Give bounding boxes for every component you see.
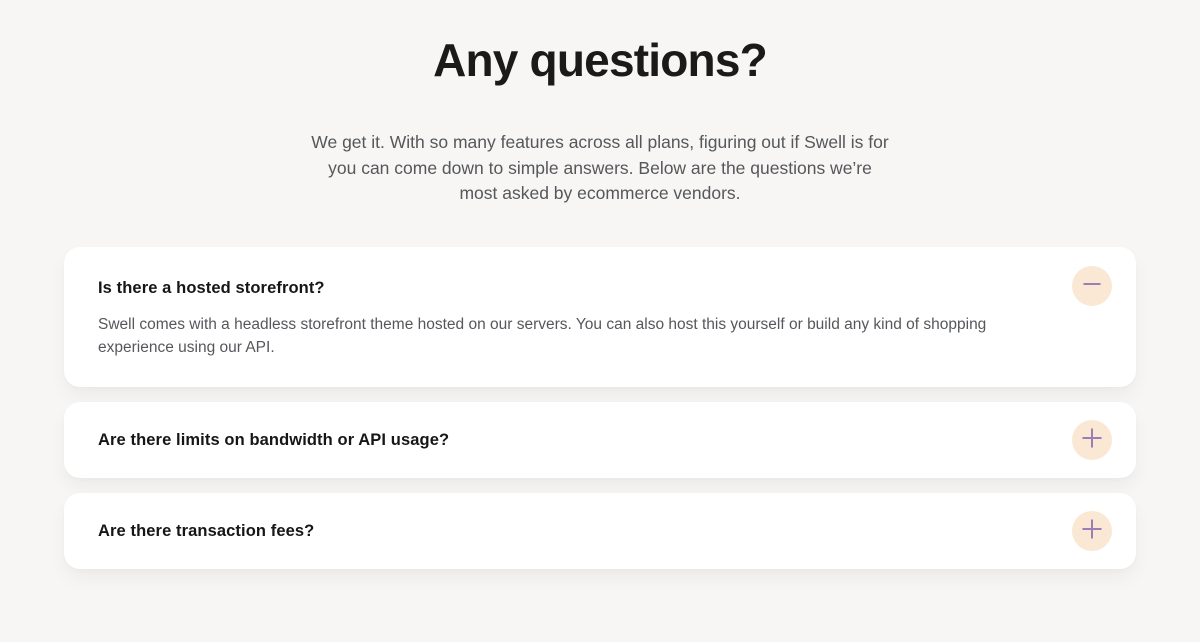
subtitle-line: We get it. With so many features across all plans, figuring out if Swell is for (311, 132, 889, 152)
plus-icon (1081, 518, 1103, 543)
faq-expand-button[interactable] (1072, 511, 1112, 551)
subtitle-line: you can come down to simple answers. Below are the questions we’re (328, 157, 872, 178)
faq-item-content (98, 429, 1048, 451)
faq-item-content (98, 520, 1048, 542)
faq-collapse-button[interactable] (1072, 266, 1112, 306)
faq-question: Are there transaction fees? (98, 521, 315, 540)
faq-question: Is there a hosted storefront? (98, 278, 325, 297)
subtitle-line: most asked by ecommerce vendors. (459, 183, 741, 203)
faq-item-content (98, 277, 1048, 359)
faq-question: Are there limits on bandwidth or API usage? (98, 430, 450, 449)
minus-icon (1082, 274, 1102, 297)
faq-item-bandwidth-limits[interactable] (64, 402, 1136, 478)
faq-item-hosted-storefront[interactable] (64, 247, 1136, 387)
section-subtitle (64, 130, 1136, 207)
faq-answer: Swell comes with a headless storefront theme hosted on our servers. You can also host this yourself or build any kind of shopping experience using our API. (98, 315, 987, 356)
faq-item-transaction-fees[interactable] (64, 493, 1136, 569)
faq-section (64, 32, 1136, 569)
plus-icon (1081, 427, 1103, 452)
page-title: Any questions? (433, 34, 767, 86)
faq-list (64, 247, 1136, 569)
faq-expand-button[interactable] (1072, 420, 1112, 460)
